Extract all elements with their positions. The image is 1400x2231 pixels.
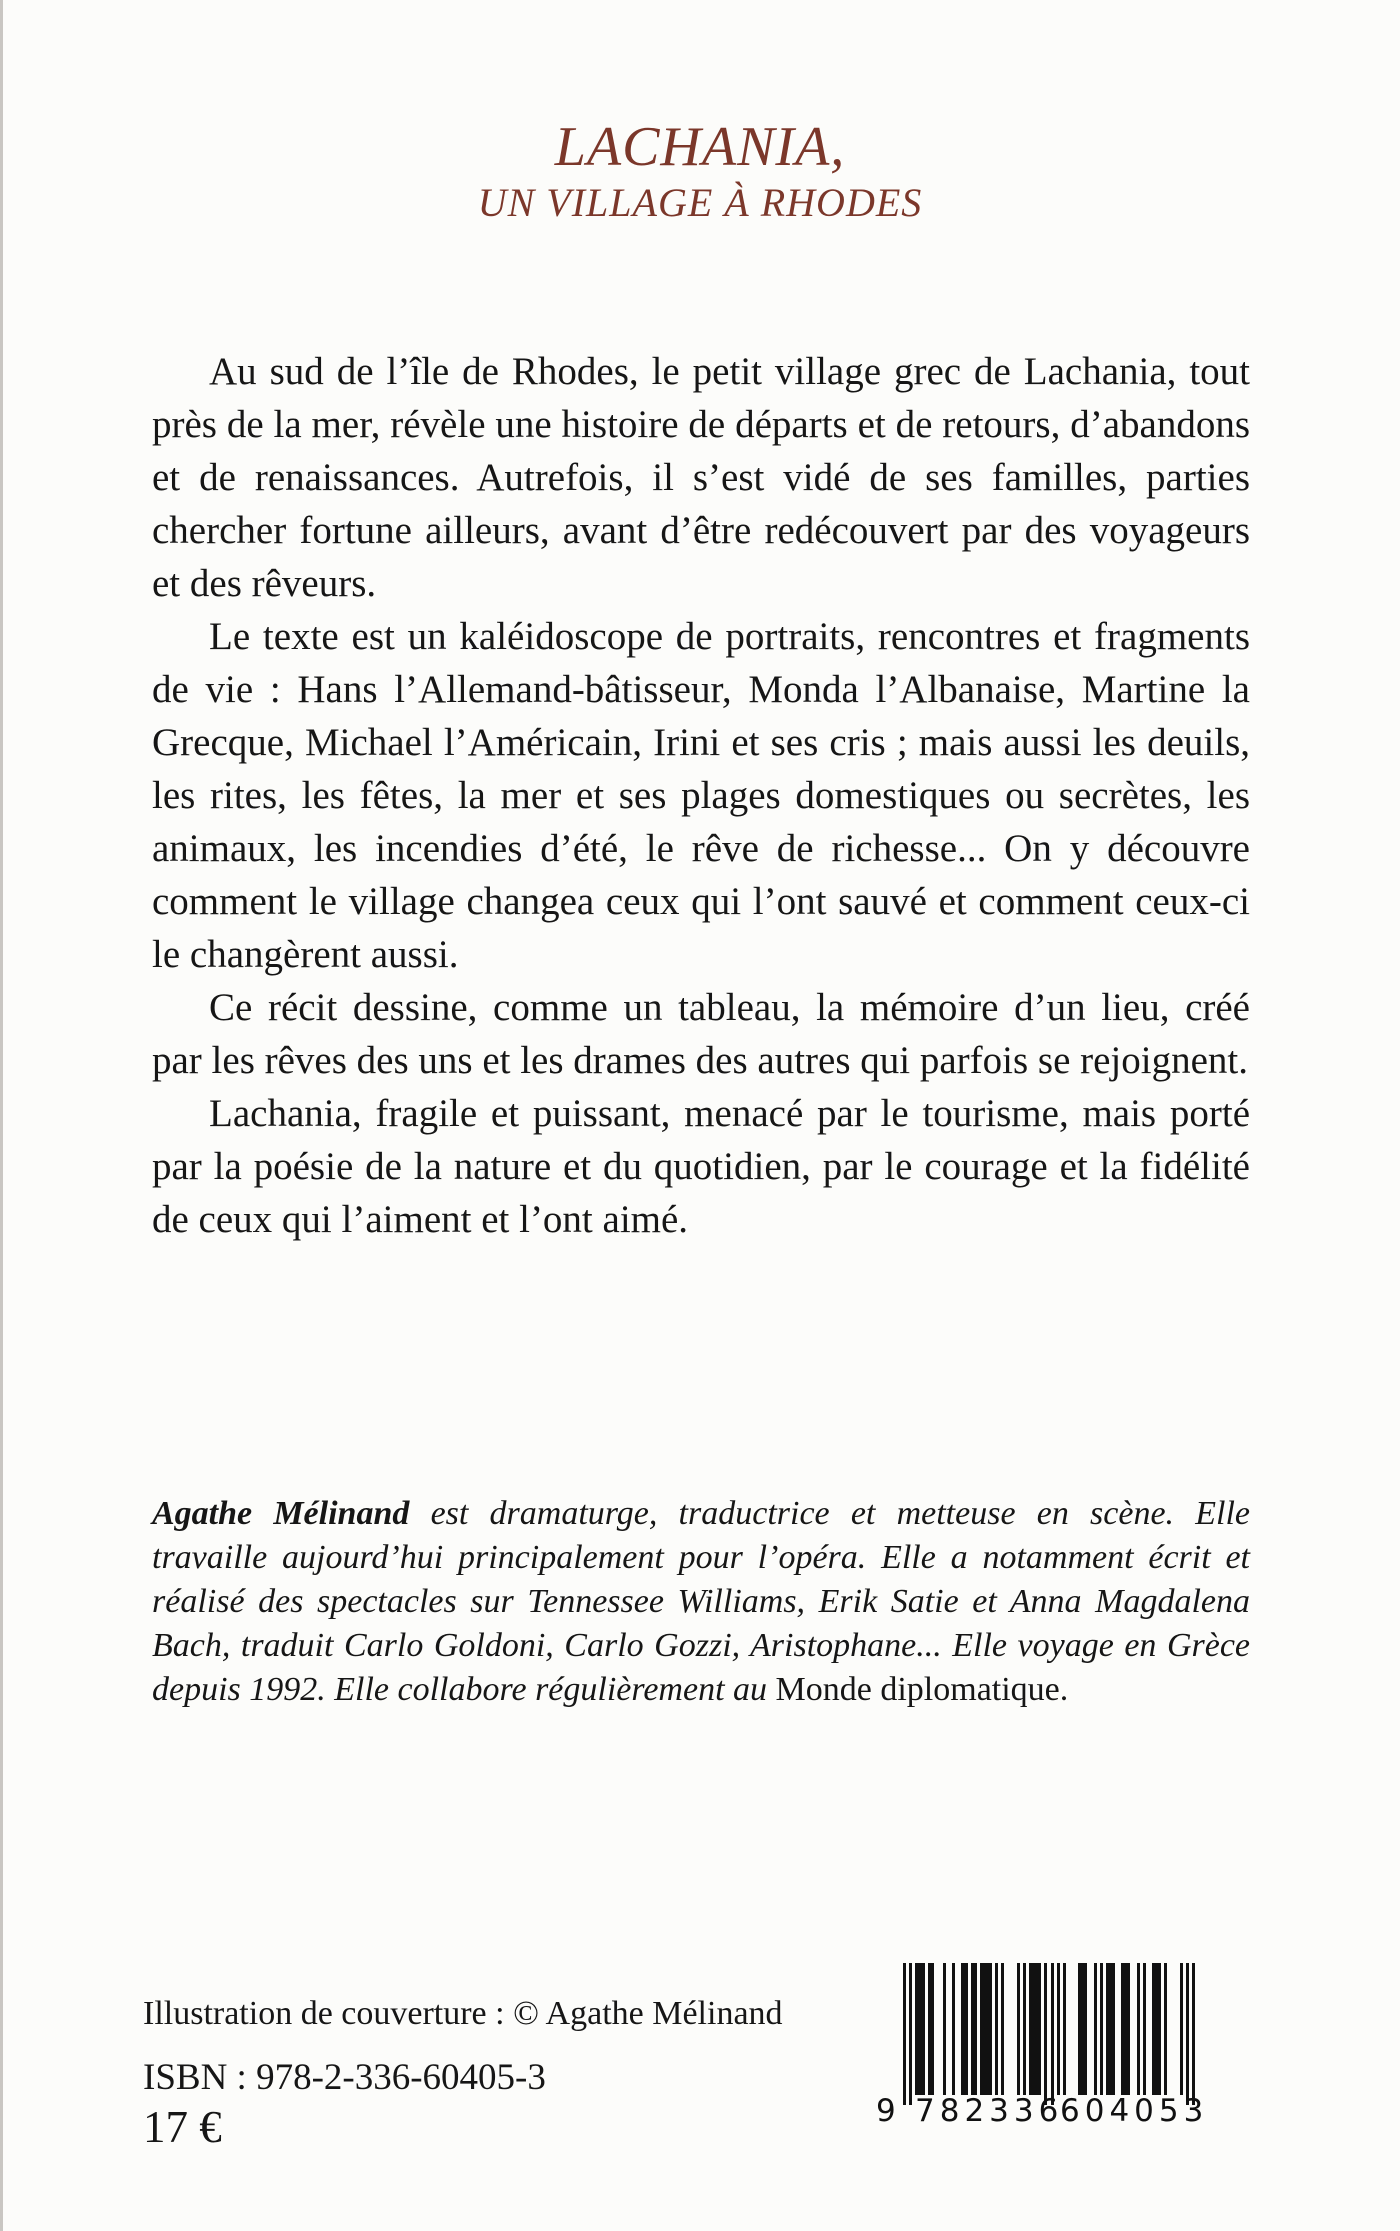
price-text: 17 € xyxy=(143,2102,222,2152)
barcode-bar xyxy=(1023,1963,1026,2095)
barcode xyxy=(876,1963,1209,2131)
barcode-bar xyxy=(1106,1963,1115,2095)
bio-segment: Monde diplomatique. xyxy=(775,1671,1069,1708)
barcode-bar xyxy=(1152,1963,1161,2095)
barcode-bar xyxy=(1180,1963,1183,2095)
barcode-bar xyxy=(1094,1963,1097,2095)
barcode-bar xyxy=(1100,1963,1103,2095)
barcode-bar xyxy=(952,1963,955,2095)
barcode-bar xyxy=(903,1963,906,2105)
body-paragraph: Lachania, fragile et puissant, menacé par le tourisme, mais porté par la poésie de la nature et du quotidien, par le courage et la fidélité de ceux qui l’aiment et l’ont aimé. xyxy=(152,1092,1250,1241)
barcode-bar xyxy=(995,1963,998,2095)
barcode-bar xyxy=(980,1963,992,2095)
barcode-bars xyxy=(903,1963,1195,2105)
body-paragraph: Ce récit dessine, comme un tableau, la mémoire d’un lieu, créé par les rêves des uns et les drames des autres qui parfois se rejoignent. xyxy=(152,986,1250,1082)
barcode-bar xyxy=(928,1963,934,2095)
barcode-bar xyxy=(1029,1963,1041,2095)
bio-segment: est dramaturge, traductrice et metteuse en scène. Elle travaille aujourd’hui principalement pour l’opéra. Elle a notamment écrit et réalisé des spectacles sur Tennessee Williams, Erik Satie et Anna Magdalena Bach, traduit Carlo Goldoni, Carlo Gozzi, Aristophane... Elle voyage en Grèce depuis 1992. Elle collabore régulièrement au xyxy=(152,1495,1250,1708)
barcode-bar xyxy=(1137,1963,1140,2095)
barcode-bar xyxy=(1192,1963,1195,2105)
isbn-text: ISBN : 978-2-336-60405-3 xyxy=(143,2057,546,2098)
barcode-bar xyxy=(1057,1963,1060,2095)
barcode-bar xyxy=(1186,1963,1189,2105)
barcode-bar xyxy=(943,1963,946,2095)
barcode-bar xyxy=(1143,1963,1146,2095)
bio-segment: Agathe Mélinand xyxy=(152,1495,410,1532)
author-bio-paragraph xyxy=(152,1492,1250,1712)
barcode-bar xyxy=(1121,1963,1130,2095)
barcode-digit-group1: 782336 xyxy=(915,2093,1064,2129)
barcode-bar xyxy=(1164,1963,1167,2095)
barcode-digit-group2: 604053 xyxy=(1060,2093,1209,2129)
barcode-bar xyxy=(909,1963,912,2105)
barcode-bar xyxy=(971,1963,977,2095)
barcode-bar xyxy=(1001,1963,1004,2095)
barcode-bar xyxy=(1017,1963,1020,2095)
body-paragraph: Au sud de l’île de Rhodes, le petit village grec de Lachania, tout près de la mer, révèle une histoire de départs et de retours, d’abandons et de renaissances. Autrefois, il s’est vidé de ses familles, parties chercher fortune ailleurs, avant d’être redécouvert par des voyageurs et des rêveurs. xyxy=(152,350,1250,605)
illustration-credit: Illustration de couverture : © Agathe Mélinand xyxy=(143,1995,783,2032)
author-bio xyxy=(152,1492,1250,1712)
barcode-digit-first: 9 xyxy=(876,2093,896,2129)
back-cover-synopsis xyxy=(152,345,1250,1246)
barcode-bar xyxy=(961,1963,967,2095)
book-subtitle: UN VILLAGE À RHODES xyxy=(477,179,923,225)
book-title: LACHANIA, xyxy=(554,116,846,178)
scan-edge-shadow xyxy=(0,0,3,2231)
body-paragraph: Le texte est un kaléidoscope de portraits, rencontres et fragments de vie : Hans l’Allemand-bâtisseur, Monda l’Albanaise, Martine la Grecque, Michael l’Américain, Irini et ses cris ; mais aussi les deuils, les rites, les fêtes, la mer et ses plages domestiques ou secrètes, les animaux, les incendies d’été, le rêve de richesse... On y découvre comment le village changea ceux qui l’ont sauvé et comment ceux-ci le changèrent aussi. xyxy=(152,615,1250,976)
barcode-bar xyxy=(1044,1963,1047,2105)
barcode-digits xyxy=(876,2093,1209,2131)
barcode-bar xyxy=(915,1963,924,2095)
barcode-bar xyxy=(1051,1963,1054,2105)
title-block xyxy=(0,116,1400,227)
barcode-bar xyxy=(1078,1963,1087,2095)
barcode-bar xyxy=(1063,1963,1066,2095)
